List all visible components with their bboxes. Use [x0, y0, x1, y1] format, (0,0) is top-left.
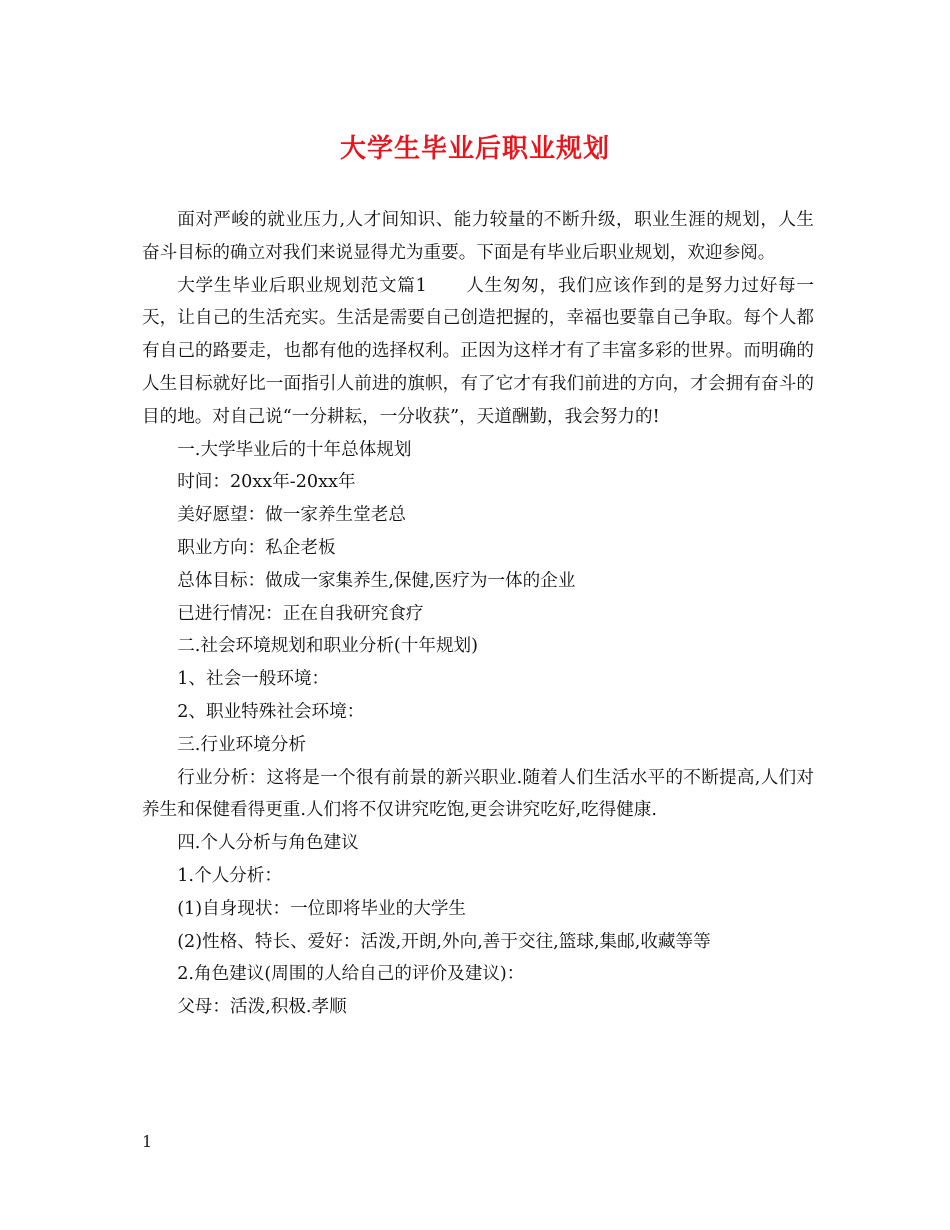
- plan-heading: 一.大学毕业后的十年总体规划: [177, 439, 412, 460]
- document-title: 大学生毕业后职业规划: [339, 134, 610, 164]
- role-suggestion: 2.角色建议(周围的人给自己的评价及建议)：: [177, 964, 525, 985]
- section-paragraph: [142, 270, 814, 434]
- personal-heading: 四.个人分析与角色建议: [177, 833, 359, 854]
- environment-heading: 二.社会环境规划和职业分析(十年规划): [177, 636, 479, 657]
- plan-goal: 总体目标：做成一家集养生,保健,医疗为一体的企业: [177, 570, 576, 591]
- plan-time: 时间：20xx年-20xx年: [177, 472, 356, 493]
- intro-paragraph: 面对严峻的就业压力,人才间知识、能力较量的不断升级，职业生涯的规划，人生奋斗目标的确立对我们来说显得尤为重要。下面是有毕业后职业规划，欢迎参阅。: [142, 210, 814, 263]
- personality-traits: (2)性格、特长、爱好：活泼,开朗,外向,善于交往,篮球,集邮,收藏等等: [177, 931, 711, 952]
- industry-heading: 三.行业环境分析: [177, 734, 306, 755]
- plan-direction: 职业方向：私企老板: [177, 537, 336, 558]
- section-heading: 大学生毕业后职业规划范文篇1: [177, 275, 427, 296]
- general-environment: 1、社会一般环境：: [177, 669, 330, 690]
- special-environment: 2、职业特殊社会环境：: [177, 701, 365, 722]
- plan-wish: 美好愿望：做一家养生堂老总: [177, 505, 406, 526]
- document-body: [142, 204, 814, 1024]
- parents-evaluation: 父母：活泼,积极.孝顺: [177, 997, 347, 1018]
- industry-analysis-paragraph: 行业分析：这将是一个很有前景的新兴职业.随着人们生活水平的不断提高,人们对养生和保健看得更重.人们将不仅讲究吃饱,更会讲究吃好,吃得健康.: [142, 767, 814, 821]
- page-number: 1: [142, 1132, 153, 1151]
- section-text: 人生匆匆，我们应该作到的是努力过好每一天，让自己的生活充实。生活是需要自己创造把握的，幸福也要靠自己争取。每个人都有自己的路要走，也都有他的选择权利。正因为这样才有了丰富多彩的世界。而明确的人生目标就好比一面指引人前进的旗帜，有了它才有我们前进的方向，才会拥有奋斗的目的地。对自己说“一分耕耘，一分收获”，天道酬勤，我会努力的!: [142, 275, 814, 427]
- current-status: (1)自身现状：一位即将毕业的大学生: [177, 898, 467, 919]
- personal-analysis: 1.个人分析：: [177, 865, 282, 886]
- plan-progress: 已进行情况：正在自我研究食疗: [177, 603, 424, 624]
